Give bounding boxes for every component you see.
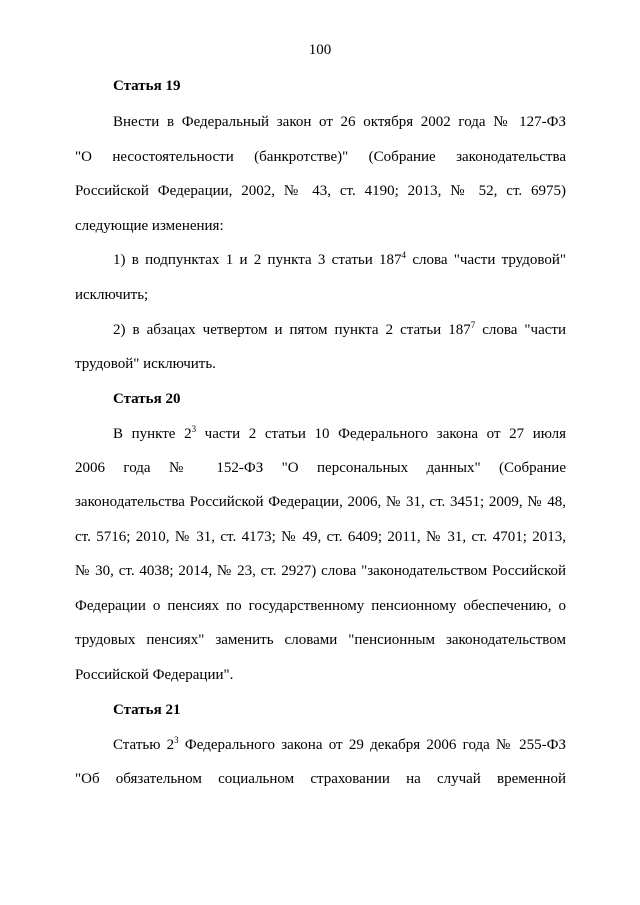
superscript: 7 (470, 320, 476, 330)
superscript: 3 (174, 735, 179, 745)
article-19-item-2 (113, 320, 566, 340)
article-19-paragraph-line: следующие изменения: (75, 218, 224, 234)
article-19-paragraph-line: Российской Федерации, 2002, № 43, ст. 4190; 2013, № 52, ст. 6975) (75, 183, 566, 199)
article-20-paragraph-line: Российской Федерации". (75, 667, 234, 683)
article-19-heading: Статья 19 (113, 78, 181, 94)
article-20-paragraph-first-line (113, 424, 566, 444)
item-text: 2) в абзацах четвертом и пятом пункта 2 статьи 187 (113, 322, 471, 338)
article-21-paragraph-first-line (113, 735, 566, 755)
paragraph-text: В пункте 2 (113, 426, 192, 442)
article-20-paragraph-line: трудовых пенсиях" заменить словами "пенсионным законодательством (75, 632, 566, 648)
article-19-item-1-cont: исключить; (75, 287, 149, 303)
superscript: 3 (191, 424, 197, 434)
article-19-paragraph-line: Внести в Федеральный закон от 26 октября 2002 года № 127-ФЗ (113, 114, 566, 130)
article-20-heading: Статья 20 (113, 391, 181, 407)
article-20-paragraph-line: 2006 года № 152-ФЗ "О персональных данных" (Собрание (75, 460, 566, 476)
paragraph-text: Федерального закона от 29 декабря 2006 года № 255-ФЗ (178, 737, 566, 753)
superscript: 4 (401, 250, 407, 260)
item-text: 1) в подпунктах 1 и 2 пункта 3 статьи 187 (113, 252, 402, 268)
article-19-item-2-cont: трудовой" исключить. (75, 356, 216, 372)
article-20-paragraph-line: Федерации о пенсиях по государственному пенсионному обеспечению, о (75, 598, 566, 614)
article-20-paragraph-line: ст. 5716; 2010, № 31, ст. 4173; № 49, ст. 6409; 2011, № 31, ст. 4701; 2013, (75, 529, 566, 545)
article-21-heading: Статья 21 (113, 702, 181, 718)
item-text: слова "части (475, 322, 566, 338)
article-20-paragraph-line: № 30, ст. 4038; 2014, № 23, ст. 2927) слова "законодательством Российской (75, 563, 566, 579)
article-21-paragraph-line: "Об обязательном социальном страховании на случай временной (75, 771, 566, 787)
page-number: 100 (308, 42, 332, 58)
article-19-paragraph-line: "О несостоятельности (банкротстве)" (Собрание законодательства (75, 149, 566, 165)
article-20-paragraph-line: законодательства Российской Федерации, 2006, № 31, ст. 3451; 2009, № 48, (75, 494, 566, 510)
paragraph-text: части 2 статьи 10 Федерального закона от 27 июля (196, 426, 566, 442)
article-19-item-1 (113, 250, 566, 270)
paragraph-text: Статью 2 (113, 737, 175, 753)
item-text: слова "части трудовой" (406, 252, 566, 268)
